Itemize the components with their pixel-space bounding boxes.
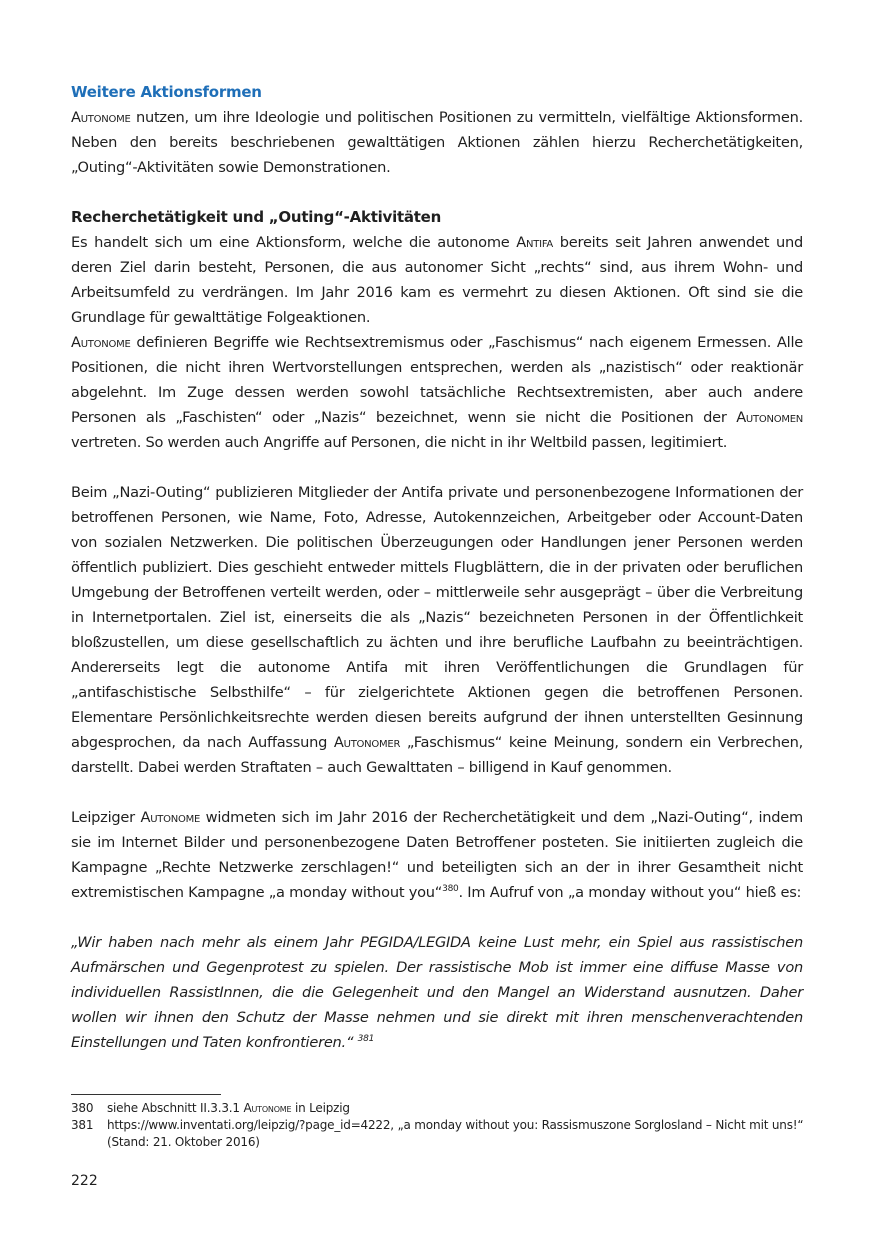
footnote-ref-380[interactable]: 380 bbox=[442, 884, 459, 895]
footnote-link-text[interactable]: https://www.inventati.org/leipzig/?page_id=4222, „a monday without you: Rassismuszone Sorglosland – Nicht mit uns!“ (Stand: 21. Oktober 2016) bbox=[107, 1118, 804, 1149]
footnote-divider bbox=[71, 1094, 221, 1095]
footnotes bbox=[71, 1100, 811, 1151]
heading-recherchetaetigkeit: Recherchetätigkeit und „Outing“-Aktivitäten bbox=[71, 208, 442, 226]
heading-weitere-aktionsformen: Weitere Aktionsformen bbox=[71, 83, 262, 101]
paragraph-antifa-aktionsform: Es handelt sich um eine Aktionsform, welche die autonome Antifa bereits seit Jahren anwendet und deren Ziel darin besteht, Personen, die aus autonomer Sicht „rechts“ sind, aus ihrem Wohn- und Arbeitsumfeld zu verdrängen. Im Jahr 2016 kam es vermehrt zu diesen Aktionen. Oft sind sie die Grundlage für gewalttätige Folgeaktionen. bbox=[71, 234, 803, 326]
footnote-ref-381[interactable]: 381 bbox=[357, 1034, 375, 1045]
footnote-380: 380 siehe Abschnitt II.3.3.1 Autonome in Leipzig bbox=[71, 1101, 350, 1115]
footnote-381: 381 https://www.inventati.org/leipzig/?page_id=4222, „a monday without you: Rassismuszone Sorglosland – Nicht mit uns!“ (Stand: 21. Oktober 2016) bbox=[71, 1117, 811, 1151]
page-number: 222 bbox=[71, 1173, 98, 1189]
paragraph-begriffe: Autonome definieren Begriffe wie Rechtsextremismus oder „Faschismus“ nach eigenem Ermessen. Alle Positionen, die nicht ihren Wertvorstellungen entsprechen, werden als „nazistisch“ oder reaktionär abgelehnt. Im Zuge dessen werden sowohl tatsächliche Rechtsextremisten, aber auch andere Personen als „Faschisten“ oder „Nazis“ bezeichnet, wenn sie nicht die Positionen der Autonomen vertreten. So werden auch Angriffe auf Personen, die nicht in ihr Weltbild passen, legitimiert. bbox=[71, 334, 803, 451]
paragraph-aktionsformen: Autonome nutzen, um ihre Ideologie und politischen Positionen zu vermitteln, vielfältige Aktionsformen. Neben den bereits beschriebenen gewalttätigen Aktionen zählen hierzu Recherchetätigkeiten, „Outing“-Aktivitäten sowie Demonstrationen. bbox=[71, 109, 803, 176]
paragraph-nazi-outing: Beim „Nazi-Outing“ publizieren Mitglieder der Antifa private und personenbezogene Informationen der betroffenen Personen, wie Name, Foto, Adresse, Autokennzeichen, Arbeitgeber oder Account-Daten von sozialen Netzwerken. Die politischen Überzeugungen oder Handlungen jener Personen werden öffentlich publiziert. Dies geschieht entweder mittels Flugblättern, die in der privaten oder beruflichen Umgebung der Betroffenen verteilt werden, oder – mittlerweile sehr ausgeprägt – über die Verbreitung in Internetportalen. Ziel ist, einerseits die als „Nazis“ bezeichneten Personen in der Öffentlichkeit bloßzustellen, um diese gesellschaftlich zu ächten und ihre berufliche Laufbahn zu beeinträchtigen. Andererseits legt die autonome Antifa mit ihren Veröffentlichungen die Grundlagen für „antifaschistische Selbsthilfe“ – für zielgerichtete Aktionen gegen die betroffenen Personen. Elementare Persönlichkeitsrechte werden diesen bereits aufgrund der ihnen unterstellten Gesinnung abgesprochen, da nach Auffassung Autonomer „Faschismus“ keine Meinung, sondern ein Verbrechen, darstellt. Dabei werden Straftaten – auch Gewalttaten – billigend in Kauf genommen. bbox=[71, 484, 803, 776]
block-quote: „Wir haben nach mehr als einem Jahr PEGIDA/LEGIDA keine Lust mehr, ein Spiel aus rassistischen Aufmärschen und Gegenprotest zu spielen. Der rassistische Mob ist immer eine diffuse Masse von individuellen RassistInnen, die die Gelegenheit und den Mangel an Widerstand ausnutzen. Daher wollen wir ihnen den Schutz der Masse nehmen und sie direkt mit ihren menschenverachtenden Einstellungen und Taten konfrontieren.“ $^{381}$ bbox=[71, 934, 803, 1051]
paragraph-leipziger-autonome: Leipziger Autonome widmeten sich im Jahr 2016 der Recherchetätigkeit und dem „Nazi-Outing“, indem sie im Internet Bilder und personenbezogene Daten Betroffener posteten. Sie initiierten zugleich die Kampagne „Rechte Netzwerke zerschlagen!“ und beteiligten sich an der in ihrer Gesamtheit nicht extremistischen Kampagne „a monday without you“$^{380}$. Im Aufruf von „a monday without you“ hieß es: bbox=[71, 809, 803, 901]
main-text bbox=[71, 80, 803, 1055]
